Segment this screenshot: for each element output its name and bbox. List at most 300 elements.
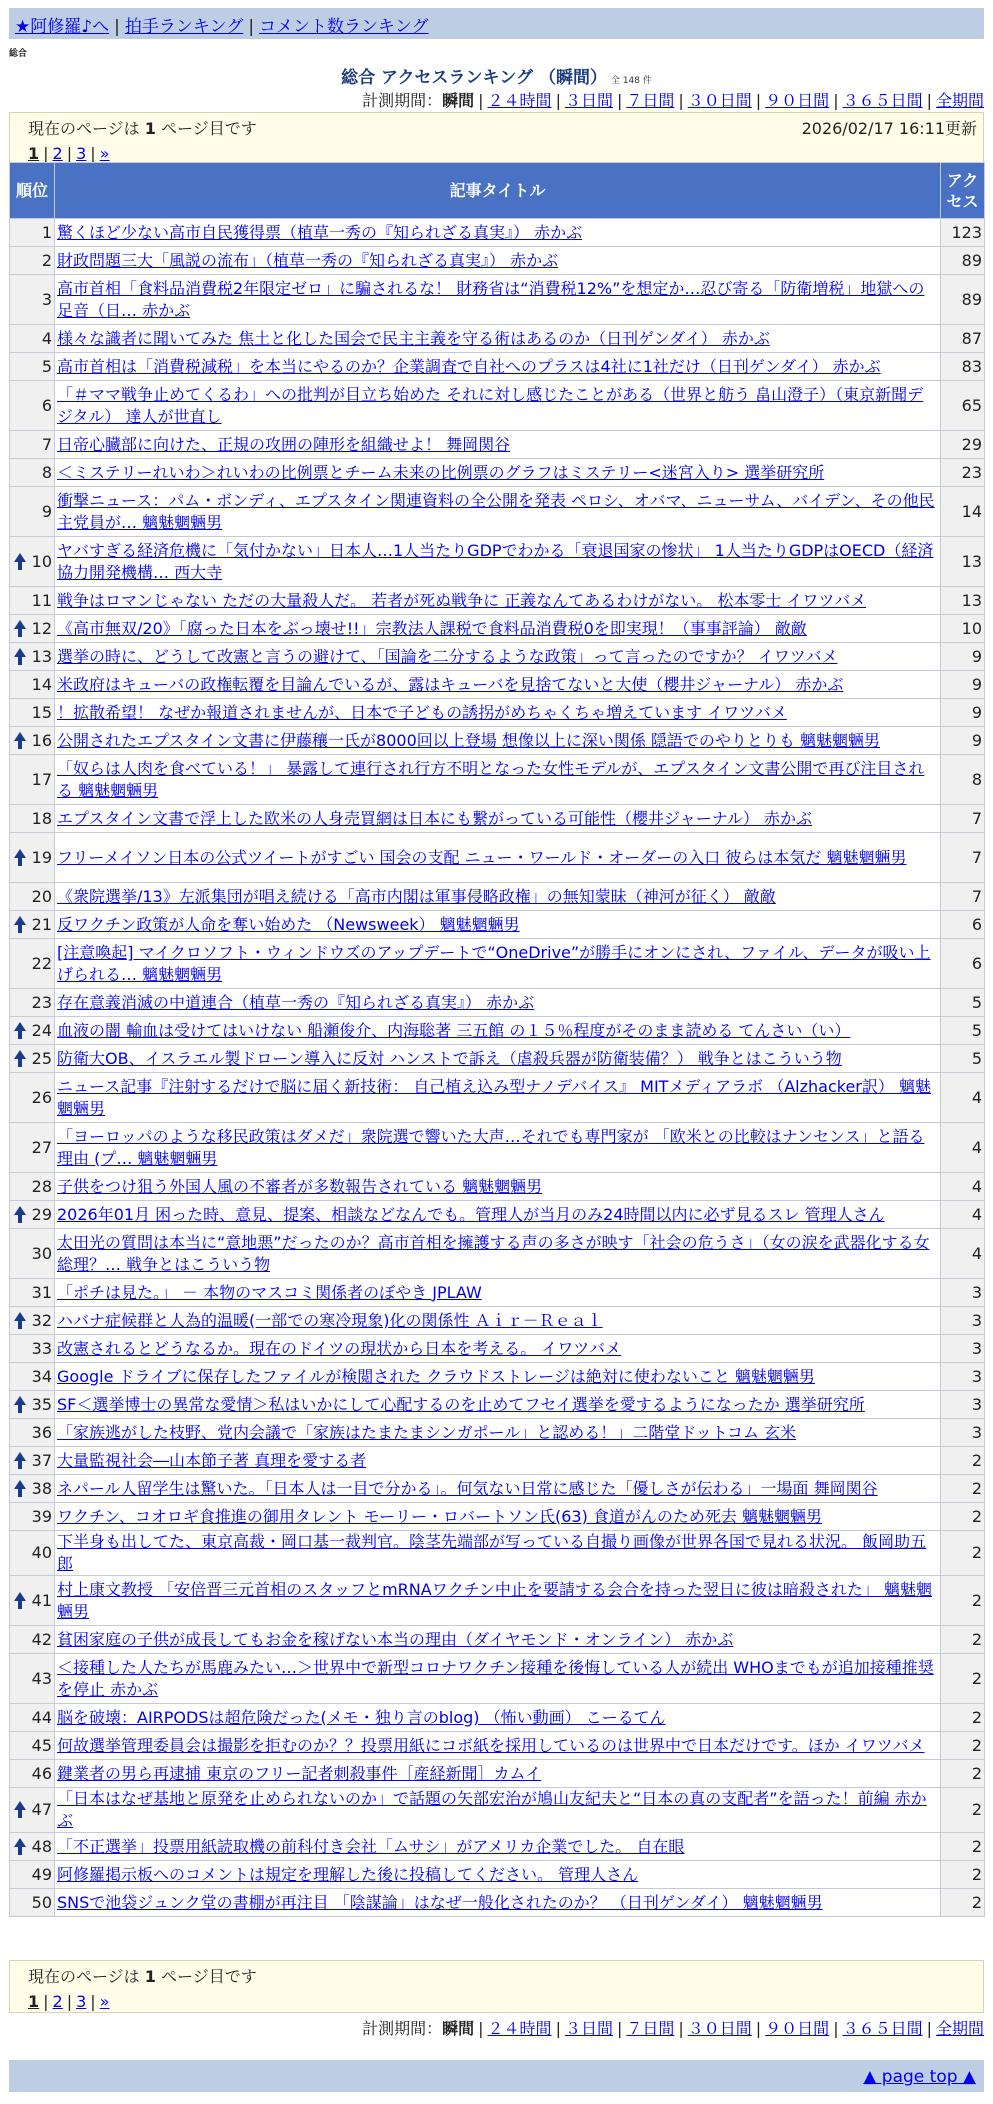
article-title-link[interactable]: 高市首相「食料品消費税2年限定ゼロ」に騙されるな！ 財務省は“消費税12%”を想定か…忍び寄る「防衛増税」地獄への足音（日… 赤かぶ — [57, 278, 925, 320]
table-row — [10, 1123, 985, 1173]
title-cell — [55, 883, 941, 911]
rank-cell — [10, 1173, 55, 1201]
rank-up-arrow-icon — [14, 553, 26, 562]
rank-number: 5 — [41, 356, 52, 376]
table-row — [10, 459, 985, 487]
table-row — [10, 353, 985, 381]
access-count: 5 — [941, 1017, 985, 1045]
title-cell — [55, 325, 941, 353]
rank-cell — [10, 833, 55, 883]
access-count: 65 — [941, 381, 985, 431]
title-cell — [55, 219, 941, 247]
period-separator: | — [555, 2019, 561, 2038]
access-count: 7 — [941, 833, 985, 883]
title-cell — [55, 353, 941, 381]
rank-number: 8 — [41, 462, 52, 482]
comment-ranking-link[interactable]: コメント数ランキング — [259, 17, 429, 37]
article-title-link[interactable]: 「不正選挙」投票用紙読取機の前科付き会社「ムサシ」がアメリカ企業でした。 自在眼 — [57, 1836, 685, 1856]
article-title-link[interactable]: 公開されたエプスタイン文書に伊藤穰一氏が8000回以上登場 想像以上に深い関係 隠語でのやりとりも 魑魅魍魎男 — [57, 730, 881, 750]
access-count: 89 — [941, 247, 985, 275]
top-nav-bar — [9, 8, 984, 39]
period-link[interactable]: 全期間 — [935, 91, 984, 110]
article-title-link[interactable]: 血液の闇 輸血は受けてはいけない 船瀬俊介、内海聡著 三五館 の１５％程度がそのまま読める てんさい（い） — [57, 1020, 851, 1040]
period-separator: | — [833, 2019, 839, 2038]
rank-number: 24 — [31, 1020, 52, 1040]
table-row — [10, 1173, 985, 1201]
rank-header: 順位 — [10, 163, 55, 219]
rank-number: 1 — [41, 222, 52, 242]
access-count: 3 — [941, 1419, 985, 1447]
rank-number: 37 — [31, 1450, 52, 1470]
period-link[interactable]: ９０日間 — [765, 91, 830, 110]
period-link[interactable]: ２４時間 — [487, 91, 552, 110]
period-link[interactable]: ７日間 — [626, 2019, 675, 2038]
nav-separator: | — [248, 17, 255, 37]
article-title-link[interactable]: 何故選挙管理委員会は撮影を拒むのか？？投票用紙にコボ紙を採用しているのは世界中で日本だけです。ほか イワツバメ — [57, 1735, 925, 1755]
rank-cell — [10, 1363, 55, 1391]
article-title-link[interactable]: 改憲されるとどうなるか。現在のドイツの現状から日本を考える。 イワツバメ — [57, 1338, 621, 1358]
rank-cell — [10, 1017, 55, 1045]
article-title-link[interactable]: ＜ミステリーれいわ＞れいわの比例票とチーム未来の比例票のグラフはミステリー<迷宮入り> 選挙研究所 — [57, 462, 825, 482]
page-title: 総合 アクセスランキング （瞬間） — [341, 68, 607, 88]
article-title-link[interactable]: 存在意義消滅の中道連合（植草一秀の『知られざる真実』） 赤かぶ — [57, 992, 535, 1012]
article-title-link[interactable]: 財政問題三大「風説の流布」（植草一秀の『知られざる真実』） 赤かぶ — [57, 250, 559, 270]
current-page-post: ページ目です — [155, 119, 257, 138]
rank-cell — [10, 939, 55, 989]
rank-up-arrow-icon — [14, 648, 26, 657]
access-count: 2 — [941, 1889, 985, 1917]
period-link[interactable]: ３６５日間 — [842, 2019, 923, 2038]
access-count: 89 — [941, 275, 985, 325]
article-title-link[interactable]: ヤバすぎる経済危機に「気付かない」日本人…1人当たりGDPでわかる「衰退国家の惨状」 1人当たりGDPはOECD（経済協力開発機構… 西大寺 — [57, 540, 934, 582]
article-title-link[interactable]: 驚くほど少ない高市自民獲得票（植草一秀の『知られざる真実』） 赤かぶ — [57, 222, 583, 242]
title-cell — [55, 1229, 941, 1279]
access-count: 5 — [941, 989, 985, 1017]
rank-cell — [10, 1045, 55, 1073]
access-count: 87 — [941, 325, 985, 353]
article-title-link[interactable]: 「ポチは見た。」 － 本物のマスコミ関係者のぼやき JPLAW — [57, 1282, 482, 1302]
page-links — [28, 1992, 975, 2011]
title-cell — [55, 1576, 941, 1626]
title-cell — [55, 1045, 941, 1073]
table-row — [10, 1391, 985, 1419]
rank-number: 36 — [31, 1422, 52, 1442]
page-top-link[interactable]: ▲ page top ▲ — [863, 2067, 976, 2087]
access-count: 2 — [941, 1732, 985, 1760]
rank-number: 32 — [31, 1310, 52, 1330]
table-row — [10, 989, 985, 1017]
rank-cell — [10, 805, 55, 833]
title-cell — [55, 587, 941, 615]
rank-number: 43 — [31, 1668, 52, 1688]
table-row — [10, 727, 985, 755]
table-row — [10, 699, 985, 727]
total-count: 全 148 件 — [610, 76, 652, 86]
rank-cell — [10, 1229, 55, 1279]
rank-cell — [10, 1788, 55, 1833]
rank-number: 49 — [31, 1864, 52, 1884]
access-count: 3 — [941, 1279, 985, 1307]
rank-cell — [10, 537, 55, 587]
rank-number: 18 — [31, 808, 52, 828]
article-title-link[interactable]: 大量監視社会―山本節子著 真理を愛する者 — [57, 1450, 367, 1470]
rank-number: 17 — [31, 769, 52, 789]
title-cell — [55, 1531, 941, 1576]
rank-up-arrow-icon — [14, 620, 26, 629]
title-cell — [55, 1073, 941, 1123]
title-header: 記事タイトル — [55, 163, 941, 219]
article-title-link[interactable]: 高市首相は「消費税減税」を本当にやるのか？企業調査で自社へのプラスは4社に1社だけ（日刊ゲンダイ） 赤かぶ — [57, 356, 881, 376]
period-separator: | — [833, 91, 839, 110]
title-cell — [55, 381, 941, 431]
period-link[interactable]: ３０日間 — [687, 91, 752, 110]
article-title-link[interactable]: SF＜選挙博士の異常な愛情＞私はいかにして心配するのを止めてフセイ選挙を愛するようになったか 選挙研究所 — [57, 1394, 865, 1414]
period-separator: | — [678, 2019, 684, 2038]
rank-number: 20 — [31, 886, 52, 906]
article-title-link[interactable]: 「日本はなぜ基地と原発を止められないのか」で話題の矢部宏治が鳩山友紀夫と“日本の真の支配者”を語った！前編 赤かぶ — [57, 1789, 927, 1830]
rank-number: 23 — [31, 992, 52, 1012]
article-title-link[interactable]: SNSで池袋ジュンク堂の書棚が再注目 「陰謀論」はなぜ一般化されたのか？ （日刊ゲンダイ） 魑魅魍魎男 — [57, 1892, 823, 1912]
rank-number: 6 — [41, 395, 52, 415]
article-title-link[interactable]: 「＃ママ戦争止めてくるわ」への批判が目立ち始めた それに対し感じたことがある（世界と舫う 畠山澄子）（東京新聞デジタル） 達人が世直し — [57, 384, 924, 426]
rank-number: 40 — [31, 1543, 52, 1562]
article-title-link[interactable]: 日帝心臓部に向けた、正規の攻囲の陣形を組織せよ！ 舞岡関谷 — [57, 434, 511, 454]
article-title-link[interactable]: 戦争はロマンじゃない ただの大量殺人だ。 若者が死ぬ戦争に 正義なんてあるわけがない。 松本零士 イワツバメ — [57, 590, 867, 610]
period-link[interactable]: ７日間 — [626, 91, 675, 110]
article-title-link[interactable]: 阿修羅掲示板へのコメントは規定を理解した後に投稿してください。 管理人さん — [57, 1864, 639, 1884]
access-count: 7 — [941, 883, 985, 911]
page-link[interactable]: 2 — [52, 1992, 63, 2011]
article-title-link[interactable]: 反ワクチン政策が人命を奪い始めた （Newsweek） 魑魅魍魎男 — [57, 914, 520, 934]
title-cell — [55, 615, 941, 643]
rank-cell — [10, 1760, 55, 1788]
period-link[interactable]: 全期間 — [935, 2019, 984, 2038]
title-cell — [55, 1626, 941, 1654]
rank-cell — [10, 1335, 55, 1363]
title-cell — [55, 537, 941, 587]
table-row — [10, 275, 985, 325]
table-header-row — [10, 163, 985, 219]
rank-number: 50 — [31, 1892, 52, 1912]
access-count: 2 — [941, 1788, 985, 1833]
table-row — [10, 1861, 985, 1889]
page-current: 1 — [28, 144, 40, 163]
access-count: 3 — [941, 1307, 985, 1335]
rank-number: 13 — [31, 646, 52, 666]
article-title-link[interactable]: 鍵業者の男ら再逮捕 東京のフリー記者刺殺事件［産経新聞］カムイ — [57, 1763, 542, 1783]
page-link[interactable]: 2 — [52, 144, 63, 163]
article-title-link[interactable]: 2026年01月 困った時、意見、提案、相談などなんでも。管理人が当月のみ24時間以内に必ず見るスレ 管理人さん — [57, 1204, 885, 1224]
current-page-pre: 現在のページは — [28, 119, 145, 138]
table-row — [10, 1201, 985, 1229]
rank-cell — [10, 989, 55, 1017]
table-row — [10, 939, 985, 989]
table-row — [10, 1447, 985, 1475]
rank-cell — [10, 1475, 55, 1503]
article-title-link[interactable]: ハバナ症候群と人為的温暖(一部での寒冷現象)化の関係性 Ａｉｒ－Ｒｅａｌ — [57, 1310, 603, 1330]
title-cell — [55, 275, 941, 325]
rank-number: 27 — [31, 1137, 52, 1157]
table-row — [10, 247, 985, 275]
article-title-link[interactable]: 《高市無双/20》「腐った日本をぶっ壊せ!!」宗教法人課税で食料品消費税0を即実現！（事事評論） 敵敵 — [57, 618, 807, 638]
rank-cell — [10, 1447, 55, 1475]
updated-time: 2026/02/17 16:11更新 — [801, 119, 977, 138]
access-count: 2 — [941, 1531, 985, 1576]
rank-cell — [10, 325, 55, 353]
access-count: 9 — [941, 727, 985, 755]
current-page-number: 1 — [144, 1967, 156, 1986]
rank-number: 19 — [31, 847, 52, 867]
access-count: 3 — [941, 1335, 985, 1363]
rank-number: 14 — [31, 674, 52, 694]
period-link[interactable]: ３６５日間 — [842, 91, 923, 110]
period-link[interactable]: ３日間 — [564, 91, 613, 110]
rank-cell — [10, 1503, 55, 1531]
rank-cell — [10, 459, 55, 487]
rank-number: 35 — [31, 1394, 52, 1414]
period-link[interactable]: ２４時間 — [487, 2019, 552, 2038]
article-title-link[interactable]: 選挙の時に、どうして改憲と言うの避けて、「国論を二分するような政策」って言ったのですか？ イワツバメ — [57, 646, 838, 666]
home-link[interactable]: ★阿修羅♪へ — [15, 17, 110, 37]
rank-number: 33 — [31, 1338, 52, 1358]
table-row — [10, 325, 985, 353]
article-title-link[interactable]: 太田光の質問は本当に“意地悪”だったのか？高市首相を擁護する声の多さが映す「社会の危うさ」（女の涙を武器化する女総理？… 戦争とはこういう物 — [57, 1232, 930, 1274]
article-title-link[interactable]: 「ヨーロッパのような移民政策はダメだ」衆院選で響いた大声…それでも専門家が 「欧米との比較はナンセンス」と語る理由 (プ… 魑魅魍魎男 — [57, 1126, 925, 1168]
title-cell — [55, 487, 941, 537]
access-count: 8 — [941, 755, 985, 805]
article-title-link[interactable]: 貧困家庭の子供が成長してもお金を稼げない本当の理由（ダイヤモンド・オンライン） 赤かぶ — [57, 1629, 734, 1649]
rank-number: 31 — [31, 1282, 52, 1302]
table-row — [10, 537, 985, 587]
table-row — [10, 1503, 985, 1531]
period-separator: | — [755, 2019, 762, 2038]
table-row — [10, 1626, 985, 1654]
article-title-link[interactable]: 脳を破壊：AIRPODSは超危険だった(メモ・独り言のblog) （怖い動画） こーるてん — [57, 1707, 666, 1727]
access-count: 2 — [941, 1503, 985, 1531]
rank-cell — [10, 883, 55, 911]
article-title-link[interactable]: ワクチン、コオロギ食推進の御用タレント モーリー・ロバートソン氏(63) 食道がんのため死去 魑魅魍魎男 — [57, 1506, 822, 1526]
period-label: 計測期間： — [362, 2019, 443, 2038]
title-cell — [55, 1017, 941, 1045]
page-title-row — [0, 63, 993, 88]
table-row — [10, 1704, 985, 1732]
title-cell — [55, 1123, 941, 1173]
access-count: 9 — [941, 699, 985, 727]
page-separator: | — [90, 1992, 96, 2011]
pager-bottom — [9, 1960, 984, 2013]
rank-number: 25 — [31, 1048, 52, 1068]
table-row — [10, 911, 985, 939]
table-row — [10, 1889, 985, 1917]
article-title-link[interactable]: 「奴らは人肉を食べている！」 暴露して連行され行方不明となった女性モデルが、エプスタイン文書公開で再び注目される 魑魅魍魎男 — [57, 758, 925, 800]
rank-number: 30 — [31, 1243, 52, 1263]
page-current: 1 — [28, 1992, 40, 2011]
rank-number: 46 — [31, 1763, 52, 1783]
rank-cell — [10, 1861, 55, 1889]
article-title-link[interactable]: [注意喚起] マイクロソフト・ウィンドウズのアップデートで“OneDrive”が勝手にオンにされ、ファイル、データが吸い上げられる… 魑魅魍魎男 — [57, 942, 931, 984]
rank-number: 34 — [31, 1366, 52, 1386]
article-title-link[interactable]: エプスタイン文書で浮上した欧米の人身売買網は日本にも繋がっている可能性（櫻井ジャーナル） 赤かぶ — [57, 808, 813, 828]
article-title-link[interactable]: ニュース記事『注射するだけで脳に届く新技術： 自己植え込み型ナノデバイス』 MITメディアラボ （Alzhacker訳） 魑魅魍魎男 — [57, 1076, 931, 1118]
article-title-link[interactable]: フリーメイソン日本の公式ツイートがすごい 国会の支配 ニュー・ワールド・オーダーの入口 彼らは本気だ 魑魅魍魎男 — [57, 847, 907, 867]
title-cell — [55, 459, 941, 487]
access-count: 23 — [941, 459, 985, 487]
rank-cell — [10, 1073, 55, 1123]
article-title-link[interactable]: Google ドライブに保存したファイルが検閲された クラウドストレージは絶対に使わないこと 魑魅魍魎男 — [57, 1366, 815, 1386]
rank-up-arrow-icon — [14, 1801, 26, 1810]
table-row — [10, 1833, 985, 1861]
page-separator: | — [66, 1992, 73, 2011]
period-separator: | — [616, 91, 623, 110]
access-count: 6 — [941, 939, 985, 989]
page-link[interactable]: 3 — [76, 144, 87, 163]
rank-cell — [10, 699, 55, 727]
rank-number: 47 — [31, 1800, 52, 1819]
current-page-number: 1 — [144, 119, 156, 138]
access-count: 10 — [941, 615, 985, 643]
period-separator: | — [926, 2019, 932, 2038]
rank-cell — [10, 1201, 55, 1229]
rank-number: 9 — [41, 501, 52, 521]
access-count: 2 — [941, 1833, 985, 1861]
article-title-link[interactable]: ！拡散希望！ なぜか報道されませんが、日本で子どもの誘拐がめちゃくちゃ増えています イワツバメ — [57, 702, 787, 722]
table-row — [10, 1229, 985, 1279]
title-cell — [55, 1335, 941, 1363]
rank-cell — [10, 1123, 55, 1173]
rank-cell — [10, 615, 55, 643]
rank-cell — [10, 219, 55, 247]
table-row — [10, 1760, 985, 1788]
table-row — [10, 381, 985, 431]
period-link[interactable]: ３０日間 — [687, 2019, 752, 2038]
article-title-link[interactable]: 「家族逃がした枝野、党内会議で「家族はたまたまシンガポール」と認める！」二階堂ドットコム 玄米 — [57, 1422, 797, 1442]
article-title-link[interactable]: ＜接種した人たちが馬鹿みたい…＞世界中で新型コロナワクチン接種を後悔している人が続出 WHOまでもが追加接種推奨を停止 赤かぶ — [57, 1657, 934, 1699]
access-count: 2 — [941, 1475, 985, 1503]
rank-number: 41 — [31, 1590, 52, 1610]
rank-up-arrow-icon — [14, 1452, 26, 1461]
current-page-post: ページ目です — [155, 1967, 257, 1986]
rank-number: 12 — [31, 618, 52, 638]
rank-cell — [10, 247, 55, 275]
access-count: 4 — [941, 1201, 985, 1229]
period-link[interactable]: ９０日間 — [765, 2019, 830, 2038]
title-cell — [55, 833, 941, 883]
title-cell — [55, 1419, 941, 1447]
title-cell — [55, 1391, 941, 1419]
table-row — [10, 1335, 985, 1363]
period-selector-bottom — [362, 2016, 984, 2039]
rank-cell — [10, 911, 55, 939]
title-cell — [55, 1833, 941, 1861]
period-current: 瞬間 — [442, 2019, 475, 2038]
rank-up-arrow-icon — [14, 1022, 26, 1031]
rank-number: 21 — [31, 914, 52, 934]
access-count: 7 — [941, 805, 985, 833]
article-title-link[interactable]: 下半身も出してた、東京高裁・岡口基一裁判官。陰茎先端部が写っている自撮り画像が世界各国で見れる状況。 飯岡助五郎 — [57, 1532, 927, 1573]
rank-cell — [10, 1833, 55, 1861]
article-title-link[interactable]: 防衛大OB、イスラエル製ドローン導入に反対 ハンストで訴え（虐殺兵器が防衛装備？） 戦争とはこういう物 — [57, 1048, 842, 1068]
access-count: 3 — [941, 1391, 985, 1419]
rank-cell — [10, 1419, 55, 1447]
table-row — [10, 1654, 985, 1704]
title-cell — [55, 1475, 941, 1503]
period-link[interactable]: ３日間 — [564, 2019, 613, 2038]
title-cell — [55, 1861, 941, 1889]
access-count: 9 — [941, 643, 985, 671]
title-cell — [55, 1201, 941, 1229]
title-cell — [55, 1704, 941, 1732]
table-row — [10, 805, 985, 833]
rank-cell — [10, 1889, 55, 1917]
access-count: 2 — [941, 1447, 985, 1475]
period-separator: | — [678, 91, 684, 110]
rank-number: 22 — [31, 953, 52, 973]
rank-number: 44 — [31, 1707, 52, 1727]
article-title-link[interactable]: 様々な識者に聞いてみた 焦土と化した国会で民主主義を守る術はあるのか（日刊ゲンダイ） 赤かぶ — [57, 328, 770, 348]
title-cell — [55, 1363, 941, 1391]
page-link[interactable]: 3 — [76, 1992, 87, 2011]
title-cell — [55, 1654, 941, 1704]
table-row — [10, 615, 985, 643]
access-count: 3 — [941, 1363, 985, 1391]
access-count: 2 — [941, 1654, 985, 1704]
rank-number: 39 — [31, 1506, 52, 1526]
title-cell — [55, 1788, 941, 1833]
title-cell — [55, 671, 941, 699]
title-cell — [55, 911, 941, 939]
rank-number: 29 — [31, 1204, 52, 1224]
rank-number: 26 — [31, 1087, 52, 1107]
rank-cell — [10, 431, 55, 459]
article-title-link[interactable]: 村上康文教授 「安倍晋三元首相のスタッフとmRNAワクチン中止を要請する会合を持った翌日に彼は暗殺された」 魑魅魍魎男 — [57, 1579, 932, 1621]
table-row — [10, 587, 985, 615]
title-cell — [55, 431, 941, 459]
article-title-link[interactable]: 米政府はキューバの政権転覆を目論んでいるが、露はキューバを見捨てないと大使（櫻井ジャーナル） 赤かぶ — [57, 674, 844, 694]
rank-up-arrow-icon — [14, 1592, 26, 1601]
access-count: 2 — [941, 1626, 985, 1654]
title-cell — [55, 1503, 941, 1531]
nav-separator: | — [114, 17, 120, 37]
period-separator: | — [616, 2019, 623, 2038]
title-cell — [55, 727, 941, 755]
rank-number: 3 — [41, 289, 52, 309]
table-row — [10, 643, 985, 671]
article-title-link[interactable]: 《衆院選挙/13》左派集団が唱え続ける「高市内閣は軍事侵略政権」の無知蒙昧（神河が征く） 敵敵 — [57, 886, 776, 906]
period-label: 計測期間： — [362, 91, 443, 110]
article-title-link[interactable]: 衝撃ニュース：パム・ボンディ、エプスタイン関連資料の全公開を発表 ペロシ、オバマ、ニューサム、バイデン、その他民主党員が… 魑魅魍魎男 — [57, 490, 935, 532]
next-page-link[interactable]: » — [99, 1992, 110, 2011]
title-cell — [55, 1889, 941, 1917]
title-cell — [55, 939, 941, 989]
rank-cell — [10, 1704, 55, 1732]
table-row — [10, 1363, 985, 1391]
access-count: 13 — [941, 537, 985, 587]
article-title-link[interactable]: ネパール人留学生は驚いた。「日本人は一目で分かる」。何気ない日常に感じた「優しさが伝わる」一場面 舞岡関谷 — [57, 1478, 878, 1498]
title-cell — [55, 755, 941, 805]
period-selector-top — [362, 88, 984, 111]
article-title-link[interactable]: 子供をつけ狙う外国人風の不審者が多数報告されている 魑魅魍魎男 — [57, 1176, 543, 1196]
title-cell — [55, 1307, 941, 1335]
table-row — [10, 1576, 985, 1626]
access-count: 2 — [941, 1576, 985, 1626]
rank-cell — [10, 487, 55, 537]
access-header: アクセス — [941, 163, 985, 219]
rank-up-arrow-icon — [14, 1480, 26, 1489]
next-page-link[interactable]: » — [99, 144, 110, 163]
table-row — [10, 833, 985, 883]
rank-number: 42 — [31, 1629, 52, 1649]
clap-ranking-link[interactable]: 拍手ランキング — [124, 17, 244, 37]
